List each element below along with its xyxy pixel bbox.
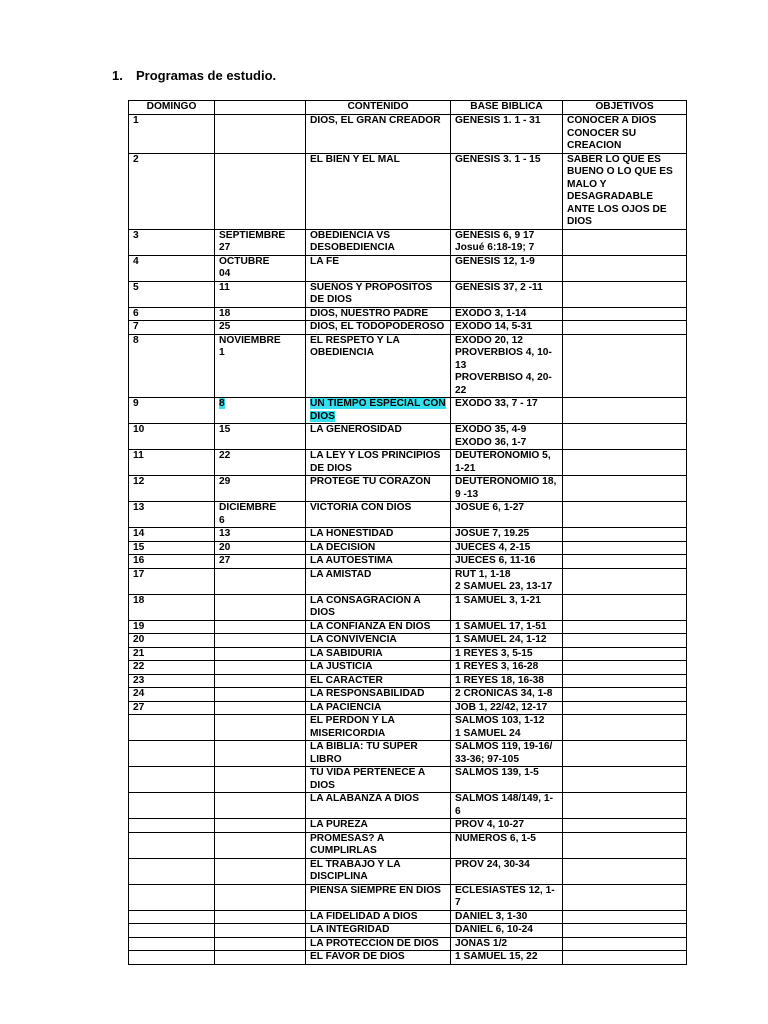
header-fecha [215,101,306,115]
cell-objetivo [563,620,687,634]
cell-contenido: LA ALABANZA A DIOS [306,793,451,819]
cell-domingo: 12 [129,476,215,502]
cell-domingo [129,937,215,951]
cell-objetivo [563,502,687,528]
cell-contenido: EL RESPETO Y LA OBEDIENCIA [306,334,451,398]
cell-fecha [215,594,306,620]
cell-fecha [215,568,306,594]
cell-contenido: EL TRABAJO Y LA DISCIPLINA [306,858,451,884]
cell-domingo [129,819,215,833]
cell-contenido: LA CONSAGRACION A DIOS [306,594,451,620]
table-row [129,884,687,910]
table-row [129,568,687,594]
cell-objetivo [563,450,687,476]
cell-domingo: 2 [129,153,215,229]
cell-domingo [129,924,215,938]
cell-domingo: 21 [129,647,215,661]
cell-fecha [215,937,306,951]
cell-base: 1 SAMUEL 17, 1-51 [451,620,563,634]
cell-contenido: LA CONFIANZA EN DIOS [306,620,451,634]
cell-fecha [215,661,306,675]
cell-fecha [215,715,306,741]
cell-contenido: LA AMISTAD [306,568,451,594]
table-row [129,793,687,819]
table-row [129,476,687,502]
cell-fecha [215,153,306,229]
table-row [129,594,687,620]
cell-fecha: SEPTIEMBRE 27 [215,229,306,255]
cell-objetivo [563,321,687,335]
header-objetivos: OBJETIVOS [563,101,687,115]
cell-contenido: EL CARÁCTER [306,674,451,688]
cell-fecha: 13 [215,528,306,542]
cell-objetivo [563,528,687,542]
cell-fecha: 11 [215,281,306,307]
cell-objetivo [563,741,687,767]
table-row [129,307,687,321]
table-row [129,255,687,281]
cell-contenido [306,398,451,424]
cell-objetivo [563,541,687,555]
cell-contenido: SUEÑOS Y PROPOSITOS DE DIOS [306,281,451,307]
cell-contenido: LA FIDELIDAD A DIOS [306,910,451,924]
cell-fecha: 18 [215,307,306,321]
cell-fecha [215,819,306,833]
cell-objetivo [563,832,687,858]
table-body [129,115,687,965]
cell-contenido: LA PROTECCION DE DIOS [306,937,451,951]
cell-base: GENESIS 3. 1 - 15 [451,153,563,229]
table-row [129,153,687,229]
cell-objetivo [563,701,687,715]
cell-base: DANIEL 3, 1-30 [451,910,563,924]
cell-domingo: 23 [129,674,215,688]
table-row [129,951,687,965]
cell-domingo: 16 [129,555,215,569]
cell-domingo: 3 [129,229,215,255]
table-row [129,741,687,767]
cell-objetivo [563,424,687,450]
cell-base: 1 SAMUEL 24, 1-12 [451,634,563,648]
cell-domingo [129,858,215,884]
table-row [129,715,687,741]
cell-base: GENESIS 12, 1-9 [451,255,563,281]
cell-domingo [129,767,215,793]
cell-base: DANIEL 6, 10-24 [451,924,563,938]
cell-base: RUT 1, 1-18 2 SAMUEL 23, 13-17 [451,568,563,594]
table-row [129,115,687,154]
cell-contenido: LA HONESTIDAD [306,528,451,542]
cell-objetivo [563,674,687,688]
cell-fecha [215,767,306,793]
cell-objetivo [563,647,687,661]
cell-base: EXODO 33, 7 - 17 [451,398,563,424]
cell-fecha [215,951,306,965]
cell-domingo: 22 [129,661,215,675]
cell-fecha: 15 [215,424,306,450]
cell-domingo [129,832,215,858]
table-row [129,688,687,702]
cell-fecha [215,924,306,938]
cell-contenido: LA JUSTICIA [306,661,451,675]
cell-fecha [215,647,306,661]
cell-objetivo [563,334,687,398]
cell-fecha [215,620,306,634]
cell-objetivo [563,767,687,793]
cell-base: ECLESIASTES 12, 1-7 [451,884,563,910]
cell-base: GENESIS 6, 9 17 Josué 6:18-19; 7 [451,229,563,255]
cell-contenido: DIOS, EL GRAN CREADOR [306,115,451,154]
section-heading [112,68,276,83]
table-row [129,832,687,858]
cell-domingo: 8 [129,334,215,398]
cell-domingo [129,884,215,910]
cell-base: SALMOS 119, 19-16/ 33-36; 97-105 [451,741,563,767]
cell-fecha: 27 [215,555,306,569]
cell-base: 1 SAMUEL 3, 1-21 [451,594,563,620]
cell-contenido: TU VIDA PERTENECE A DIOS [306,767,451,793]
cell-fecha [215,688,306,702]
header-contenido: CONTENIDO [306,101,451,115]
cell-domingo: 6 [129,307,215,321]
cell-contenido: LA BIBLIA: TU SUPER LIBRO [306,741,451,767]
cell-domingo: 1 [129,115,215,154]
cell-domingo: 5 [129,281,215,307]
cell-contenido: LA LEY Y LOS PRINCIPIOS DE DIOS [306,450,451,476]
cell-objetivo [563,255,687,281]
cell-domingo: 27 [129,701,215,715]
table-row [129,674,687,688]
table-row [129,634,687,648]
cell-fecha: 22 [215,450,306,476]
cell-contenido: LA SABIDURIA [306,647,451,661]
cell-contenido: LA CONVIVENCIA [306,634,451,648]
cell-domingo: 17 [129,568,215,594]
cell-domingo: 7 [129,321,215,335]
cell-objetivo [563,307,687,321]
cell-objetivo [563,661,687,675]
table-row [129,819,687,833]
cell-domingo [129,741,215,767]
cell-objetivo [563,634,687,648]
cell-objetivo [563,229,687,255]
cell-objetivo [563,858,687,884]
highlighted-text: 8 [219,398,225,409]
cell-base: JOSUE 7, 19.25 [451,528,563,542]
cell-objetivo [563,476,687,502]
cell-objetivo [563,398,687,424]
cell-domingo: 15 [129,541,215,555]
cell-fecha: 25 [215,321,306,335]
cell-contenido: EL FAVOR DE DIOS [306,951,451,965]
cell-base: DEUTERONOMIO 5, 1-21 [451,450,563,476]
table-row [129,937,687,951]
table-row [129,281,687,307]
cell-objetivo [563,594,687,620]
cell-objetivo [563,884,687,910]
cell-objetivo [563,281,687,307]
table-row [129,910,687,924]
cell-contenido: PROTEGE TU CORAZON [306,476,451,502]
table-row [129,334,687,398]
cell-base: NUMEROS 6, 1-5 [451,832,563,858]
table-row [129,647,687,661]
cell-fecha [215,701,306,715]
cell-fecha: NOVIEMBRE 1 [215,334,306,398]
cell-base: PROV 4, 10-27 [451,819,563,833]
cell-domingo [129,715,215,741]
table-row [129,620,687,634]
cell-fecha [215,858,306,884]
cell-domingo [129,951,215,965]
cell-objetivo [563,555,687,569]
table-row [129,767,687,793]
cell-contenido: DIOS, EL TODOPODEROSO [306,321,451,335]
cell-contenido: VICTORIA CON DIOS [306,502,451,528]
table-row [129,924,687,938]
table-row [129,398,687,424]
cell-fecha [215,674,306,688]
cell-base: EXODO 3, 1-14 [451,307,563,321]
cell-domingo: 10 [129,424,215,450]
cell-contenido: LA PUREZA [306,819,451,833]
cell-base: GENESIS 37, 2 -11 [451,281,563,307]
cell-fecha [215,741,306,767]
table-row [129,858,687,884]
cell-objetivo [563,568,687,594]
cell-objetivo [563,937,687,951]
cell-contenido: DIOS, NUESTRO PADRE [306,307,451,321]
header-base-biblica: BASE BIBLICA [451,101,563,115]
cell-fecha [215,793,306,819]
cell-contenido: LA RESPONSABILIDAD [306,688,451,702]
cell-domingo: 18 [129,594,215,620]
cell-domingo: 19 [129,620,215,634]
cell-base: EXODO 14, 5-31 [451,321,563,335]
cell-base: JOSUE 6, 1-27 [451,502,563,528]
cell-domingo: 14 [129,528,215,542]
cell-fecha [215,115,306,154]
cell-contenido: PROMESAS? A CUMPLIRLAS [306,832,451,858]
cell-fecha [215,832,306,858]
cell-fecha: 29 [215,476,306,502]
cell-domingo: 11 [129,450,215,476]
cell-fecha [215,634,306,648]
cell-objetivo [563,715,687,741]
cell-domingo [129,793,215,819]
section-title: Programas de estudio. [136,68,277,83]
cell-contenido: LA FE [306,255,451,281]
table-row [129,229,687,255]
cell-base: EXODO 20, 12 PROVERBIOS 4, 10-13 PROVERBISO 4, 20-22 [451,334,563,398]
table-row [129,661,687,675]
cell-domingo: 20 [129,634,215,648]
cell-base: DEUTERONOMIO 18, 9 -13 [451,476,563,502]
table-row [129,555,687,569]
table-row [129,701,687,715]
cell-base: 1 REYES 3, 16-28 [451,661,563,675]
cell-contenido: LA GENEROSIDAD [306,424,451,450]
table-row [129,541,687,555]
cell-fecha: 20 [215,541,306,555]
cell-base: SALMOS 139, 1-5 [451,767,563,793]
cell-domingo: 13 [129,502,215,528]
table-row [129,321,687,335]
cell-base: JOB 1, 22/42, 12-17 [451,701,563,715]
cell-objetivo [563,951,687,965]
cell-base: GENESIS 1. 1 - 31 [451,115,563,154]
cell-objetivo [563,819,687,833]
cell-objetivo: CONOCER A DIOS CONOCER SU CREACION [563,115,687,154]
table-row [129,450,687,476]
cell-domingo [129,910,215,924]
header-domingo: DOMINGO [129,101,215,115]
cell-base: JONAS 1/2 [451,937,563,951]
cell-fecha [215,910,306,924]
cell-objetivo: SABER LO QUE ES BUENO O LO QUE ES MALO Y DESAGRADABLE ANTE LOS OJOS DE DIOS [563,153,687,229]
cell-domingo: 9 [129,398,215,424]
study-program-table [128,100,687,965]
cell-fecha: DICIEMBRE 6 [215,502,306,528]
table-row [129,502,687,528]
cell-domingo: 24 [129,688,215,702]
cell-contenido: PIENSA SIEMPRE EN DIOS [306,884,451,910]
cell-contenido: LA DECISION [306,541,451,555]
table-row [129,528,687,542]
cell-contenido: EL BIEN Y EL MAL [306,153,451,229]
table-header-row [129,101,687,115]
cell-objetivo [563,793,687,819]
cell-base: EXODO 35, 4-9 EXODO 36, 1-7 [451,424,563,450]
section-number: 1. [112,68,123,83]
cell-base: 1 REYES 3, 5-15 [451,647,563,661]
cell-fecha [215,398,306,424]
cell-base: JUECES 6, 11-16 [451,555,563,569]
cell-base: 2 CRONICAS 34, 1-8 [451,688,563,702]
cell-base: JUECES 4, 2-15 [451,541,563,555]
highlighted-text: UN TIEMPO ESPECIAL CON DIOS [310,398,446,422]
cell-base: 1 SAMUEL 15, 22 [451,951,563,965]
cell-objetivo [563,924,687,938]
cell-base: PROV 24, 30-34 [451,858,563,884]
cell-fecha [215,884,306,910]
cell-objetivo [563,910,687,924]
cell-base: SALMOS 148/149, 1-6 [451,793,563,819]
cell-contenido: EL PERDON Y LA MISERICORDIA [306,715,451,741]
cell-fecha: OCTUBRE 04 [215,255,306,281]
cell-contenido: LA AUTOESTIMA [306,555,451,569]
cell-contenido: LA PACIENCIA [306,701,451,715]
cell-domingo: 4 [129,255,215,281]
cell-base: SALMOS 103, 1-12 1 SAMUEL 24 [451,715,563,741]
cell-base: 1 REYES 18, 16-38 [451,674,563,688]
cell-objetivo [563,688,687,702]
cell-contenido: LA INTEGRIDAD [306,924,451,938]
table-row [129,424,687,450]
cell-contenido: OBEDIENCIA VS DESOBEDIENCIA [306,229,451,255]
